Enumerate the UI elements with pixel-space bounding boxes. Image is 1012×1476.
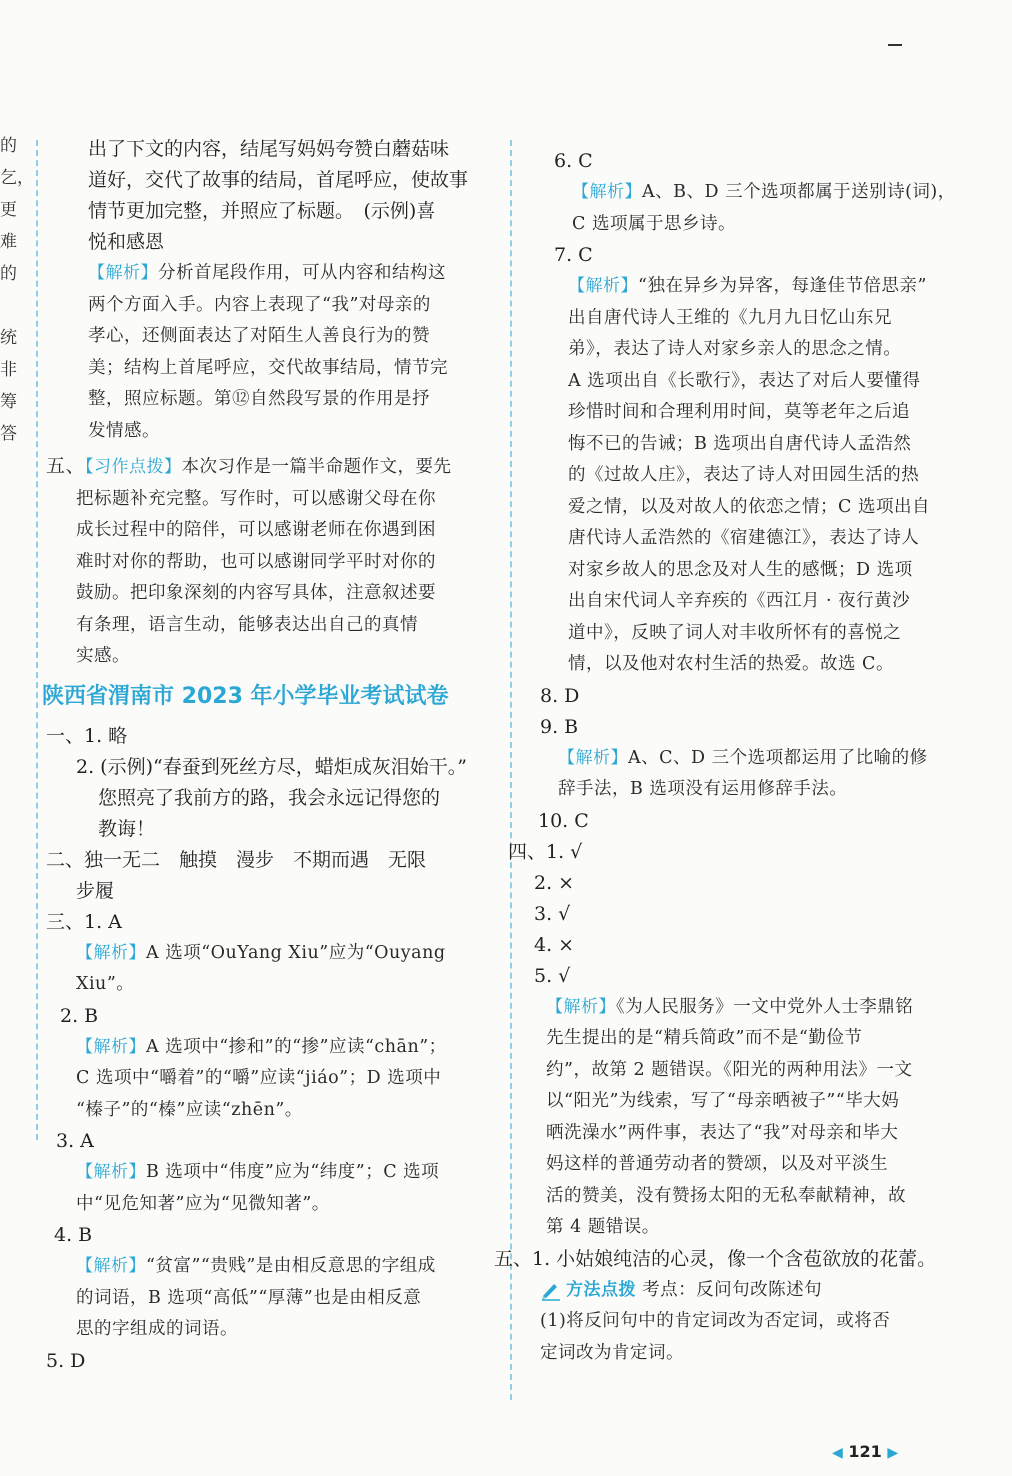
right-column	[494, 146, 968, 1369]
answer-s3-1: 三、1. A	[46, 910, 122, 933]
edge-fragment: 更	[0, 200, 17, 220]
method-tip: 方法点拨 考点：反问句改陈述句 (1)将反问句中的肯定词改为否定词，或将否 定词改为肯定词。	[540, 1279, 891, 1363]
edge-fragment: 的	[0, 264, 17, 284]
answer-s1-1: 一、1. 略	[46, 724, 128, 747]
edge-fragment: 乞，	[0, 168, 34, 188]
center-divider	[510, 140, 512, 1400]
edge-fragment: 答	[0, 424, 17, 444]
left-column	[42, 134, 496, 1377]
edge-fragment: 筹	[0, 392, 17, 412]
answer-s3-2: 2. B	[60, 1004, 99, 1027]
method-topic: 考点：反问句改陈述句	[642, 1279, 823, 1300]
cont-line: 道好，交代了故事的结局，首尾呼应，使故事	[88, 169, 469, 191]
answer-s3-3-explanation: 【解析】B 选项中“伟度”应为“纬度”；C 选项 中“见危知著”应为“见微知著”。	[76, 1162, 440, 1214]
answer-s4-4: 4. ×	[534, 933, 575, 956]
next-arrow-icon: ▶	[887, 1445, 899, 1461]
page-footer	[832, 1442, 898, 1461]
answer-s4-explanation: 【解析】《为人民服务》一文中党外人士李鼎铭 先生提出的是“精兵简政”而不是“勤俭节 约”，故第 2 题错误。《阳光的两种用法》一文 以“阳光”为线索，写了“母亲晒被子”“毕大妈 晒洗澡水”两件事，表达了“我”对母亲和毕大 妈这样的普通劳动者的赞颂，以及对平淡生 活的赞美，没有赞扬太阳的无私奉献精神，故 第 4 题错误。	[546, 996, 914, 1237]
answer-q7-explanation: 【解析】“独在异乡为异客，每逢佳节倍思亲” 出自唐代诗人王维的《九月九日忆山东兄 弟》，表达了诗人对家乡亲人的思念之情。 A 选项出自《长歌行》，表达了对后人要懂得 珍惜时间和合理利用时间，莫等老年之后追 悔不已的告诫；B 选项出自唐代诗人孟浩然 的《过故人庄》，表达了诗人对田园生活的热 爱之情，以及对故人的依恋之情；C 选项出自 唐代诗人孟浩然的《宿建德江》，表达了诗人 对家乡故人的思念及对人生的感慨；D 选项 出自宋代词人辛弃疾的《西江月 · 夜行黄沙 道中》，反映了词人对丰收所怀有的喜悦之 情，以及他对农村生活的热爱。故选 C。	[568, 276, 930, 674]
answer-s1-2: 2. (示例)“春蚕到死丝方尽，蜡炬成灰泪始干。” 您照亮了我前方的路，我会永远记得您的 教诲！	[76, 755, 467, 840]
answer-s4-1: 四、1. √	[508, 840, 583, 863]
answer-s3-3: 3. A	[56, 1130, 94, 1152]
left-edge-fragments	[0, 130, 34, 450]
answer-q9-explanation: 【解析】A、C、D 三个选项都运用了比喻的修 辞手法，B 选项没有运用修辞手法。	[558, 747, 928, 799]
answer-q9: 9. B	[540, 715, 579, 738]
cont-line: 出了下文的内容，结尾写妈妈夸赞白蘑菇味	[88, 138, 450, 160]
answer-s3-4-explanation: 【解析】“贫富”“贵贱”是由相反意思的字组成 的词语，B 选项“高低”“厚薄”也是由相反意 思的字组成的词语。	[76, 1256, 436, 1339]
answer-q7: 7. C	[554, 244, 593, 266]
exam-section-title: 陕西省渭南市 2023 年小学毕业考试试卷	[42, 683, 449, 709]
prev-arrow-icon: ◀	[832, 1445, 843, 1461]
page-number: 121	[848, 1442, 882, 1461]
continued-answer	[46, 134, 496, 447]
answer-s2: 二、独一无二 触摸 漫步 不期而遇 无限	[46, 848, 427, 871]
answer-s4-5: 5. √	[534, 964, 571, 987]
answer-s3-4: 4. B	[54, 1224, 93, 1246]
pencil-icon	[540, 1279, 562, 1301]
answer-q10: 10. C	[538, 809, 589, 832]
cont-line: 情节更加完整，并照应了标题。 (示例)喜	[88, 200, 436, 222]
writing-guide: 五、【习作点拨】本次习作是一篇半命题作文，要先 把标题补充完整。写作时，可以感谢父母在你 成长过程中的陪伴，可以感谢老师在你遇到困 难时对你的帮助，也可以感谢同学平时对你的 鼓励。把印象深刻的内容写具体，注意叙述要 有条理，语言生动，能够表达出自己的真情 实感。	[46, 455, 452, 666]
writing-guide-tag: 【习作点拨】	[85, 457, 182, 477]
answer-s5-1: 五、1. 小姑娘纯洁的心灵，像一个含苞欲放的花蕾。	[494, 1247, 937, 1270]
answer-q8: 8. D	[540, 684, 580, 707]
edge-fragment	[0, 290, 20, 322]
left-margin-divider	[36, 140, 38, 1140]
answer-s3-1-explanation: 【解析】A 选项“OuYang Xiu”应为“Ouyang Xiu”。	[76, 942, 446, 994]
top-mark	[888, 44, 902, 46]
method-label: 方法点拨	[566, 1279, 636, 1300]
cont-line: 悦和感恩	[88, 231, 165, 253]
cont-explanation: 【解析】分析首尾段作用，可从内容和结构这 两个方面入手。内容上表现了“我”对母亲的 孝心，还侧面表达了对陌生人善良行为的赞 美；结构上首尾呼应，交代故事结局，情节完 整，照应标题。第⑫自然段写景的作用是抒 发情感。	[88, 263, 448, 441]
answer-s3-2-explanation: 【解析】A 选项中“掺和”的“掺”应读“chān”； C 选项中“嚼着”的“嚼”应读“jiáo”；D 选项中 “榛子”的“榛”应读“zhēn”。	[76, 1036, 447, 1120]
edge-fragment: 统	[0, 328, 17, 348]
edge-fragment: 难	[0, 232, 17, 252]
answer-q6: 6. C	[554, 150, 593, 172]
answer-s4-3: 3. √	[534, 902, 571, 925]
answer-s2-cont: 步履	[76, 879, 115, 902]
answer-s3-5: 5. D	[46, 1349, 86, 1372]
answer-s4-2: 2. ×	[534, 871, 575, 894]
edge-fragment: 非	[0, 360, 17, 380]
explanation-tag: 【解析】	[88, 263, 158, 283]
edge-fragment: 的	[0, 136, 17, 156]
answer-q6-explanation: 【解析】A、B、D 三个选项都属于送别诗(词)， C 选项属于思乡诗。	[572, 182, 956, 234]
